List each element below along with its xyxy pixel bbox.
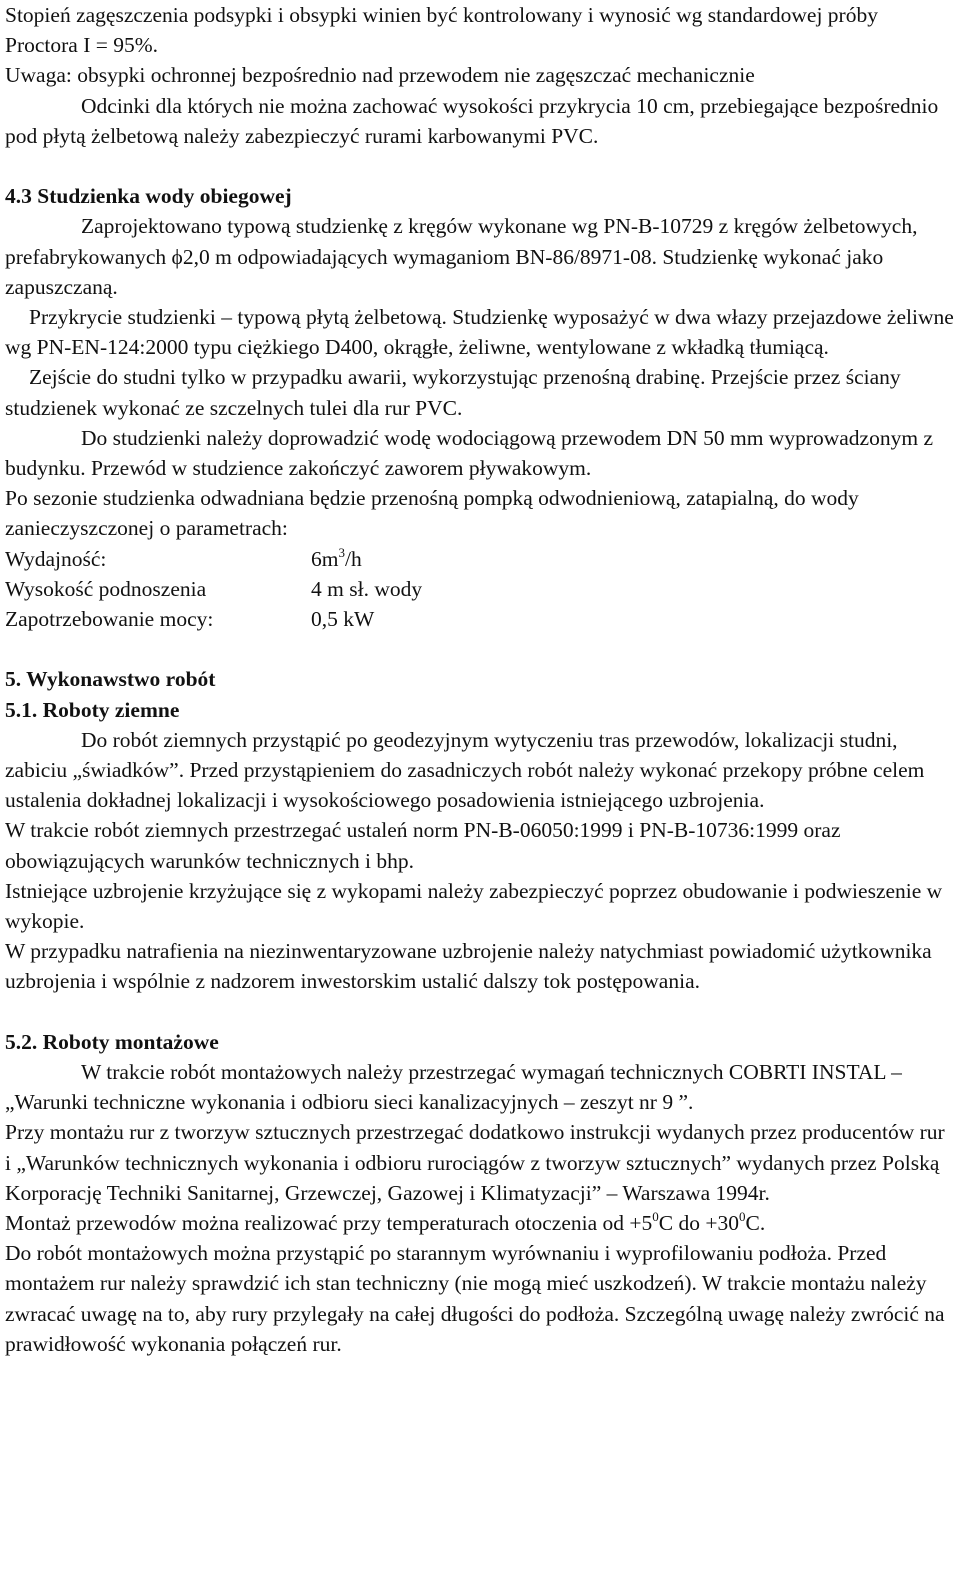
param-label: Zapotrzebowanie mocy:	[5, 607, 214, 632]
section-5-2-para-3: Montaż przewodów można realizować przy temperaturach otoczenia od $+5^0C$ do $+30^0C$.	[5, 1209, 766, 1236]
section-4-3-heading: 4.3 Studzienka wody obiegowej	[5, 184, 292, 209]
spacer	[5, 997, 956, 1027]
param-value: 4 m sł. wody	[311, 576, 423, 601]
section-4-3-para-1: Zaprojektowano typową studzienkę z kręgów wykonane wg PN-B-10729 z kręgów żelbetowych, prefabrykowanych ϕ2,0 m odpowiadających wymaganiom BN-86/8971-08. Studzienkę wykonać jako zapuszczaną.	[5, 214, 918, 299]
param-row	[5, 604, 422, 634]
param-label: Wydajność:	[5, 546, 107, 571]
section-4-3-para-4: Do studzienki należy doprowadzić wodę wodociągową przewodem DN 50 mm wyprowadzonym z budynku. Przewód w studzience zakończyć zaworem pływakowym.	[5, 425, 933, 481]
section-5-heading: 5. Wykonawstwo robót	[5, 667, 216, 692]
section-5-1-para-4: W przypadku natrafienia na niezinwentaryzowane uzbrojenie należy natychmiast powiadomić użytkownika uzbrojenia i wspólnie z nadzorem inwestorskim ustalić dalszy tok postępowania.	[5, 939, 932, 994]
param-row	[5, 544, 422, 574]
param-value: $6m^3/h$	[311, 544, 362, 571]
section-5-2-para-1: W trakcie robót montażowych należy przestrzegać wymagań technicznych COBRTI INSTAL – „Warunki techniczne wykonania i odbioru sieci kanalizacyjnych – zeszyt nr 9 ”.	[5, 1060, 902, 1115]
section-5-2-heading: 5.2. Roboty montażowe	[5, 1029, 219, 1054]
param-row	[5, 574, 422, 604]
param-value: 0,5 kW	[311, 607, 375, 632]
param-label: Wysokość podnoszenia	[5, 576, 207, 601]
section-5-1-para-1: Do robót ziemnych przystąpić po geodezyjnym wytyczeniu tras przewodów, lokalizacji studni, zabiciu „świadków”. Przed przystąpieniem do zasadniczych robót należy wykonać przekopy próbne celem ustalenia dokładnej lokalizacji i wysokościowego posadowienia istniejącego uzbrojenia.	[5, 727, 925, 813]
section-5-1-para-3: Istniejące uzbrojenie krzyżujące się z wykopami należy zabezpieczyć poprzez obudowanie i podwieszenie w wykopie.	[5, 878, 943, 934]
section-4-3-para-3: Zejście do studni tylko w przypadku awarii, wykorzystując przenośną drabinę. Przejście przez ściany studzienek wykonać ze szczelnych tulei dla rur PVC.	[5, 365, 901, 420]
intro-compaction: Stopień zagęszczenia podsypki i obsypki winien być kontrolowany i wynosić wg standardowej próby Proctora I = 95%.	[5, 3, 878, 58]
spacer	[5, 151, 956, 181]
section-4-3-para-5: Po sezonie studzienka odwadniana będzie przenośną pompką odwodnieniową, zatapialną, do wody zanieczyszczonej o parametrach:	[5, 486, 859, 541]
section-5-1-para-2: W trakcie robót ziemnych przestrzegać ustaleń norm PN-B-06050:1999 i PN-B-10736:1999 oraz obowiązujących warunków technicznych i bhp.	[5, 818, 841, 873]
section-4-3-para-2: Przykrycie studzienki – typową płytą żelbetową. Studzienkę wyposażyć w dwa włazy przejazdowe żeliwne wg PN-EN-124:2000 typu ciężkiego D400, okrągłe, żeliwne, wentylowane z wkładką tłumiącą.	[5, 305, 954, 360]
intro-warning: Uwaga: obsypki ochronnej bezpośrednio nad przewodem nie zagęszczać mechanicznie	[5, 63, 755, 88]
section-5-1-heading: 5.1. Roboty ziemne	[5, 697, 180, 722]
intro-pvc-note: Odcinki dla których nie można zachować wysokości przykrycia 10 cm, przebiegające bezpośrednio pod płytą żelbetową należy zabezpieczyć rurami karbowanymi PVC.	[5, 93, 939, 148]
pump-parameters-table	[5, 544, 422, 635]
spacer	[5, 634, 956, 664]
section-5-2-para-4: Do robót montażowych można przystąpić po starannym wyrównaniu i wyprofilowaniu podłoża. Przed montażem rur należy sprawdzić ich stan techniczny (nie mogą mieć uszkodzeń). W trakcie montażu należy zwracać uwagę na to, aby rury przylegały na całej długości do podłoża. Szczególną uwagę należy zwrócić na prawidłowość wykonania połączeń rur.	[5, 1241, 945, 1356]
section-5-2-para-2: Przy montażu rur z tworzyw sztucznych przestrzegać dodatkowo instrukcji wydanych przez producentów rur i „Warunków technicznych wykonania i odbioru rurociągów z tworzyw sztucznych” wydanych przez Polską Korporację Techniki Sanitarnej, Grzewczej, Gazowej i Klimatyzacji” – Warszawa 1994r.	[5, 1120, 945, 1205]
